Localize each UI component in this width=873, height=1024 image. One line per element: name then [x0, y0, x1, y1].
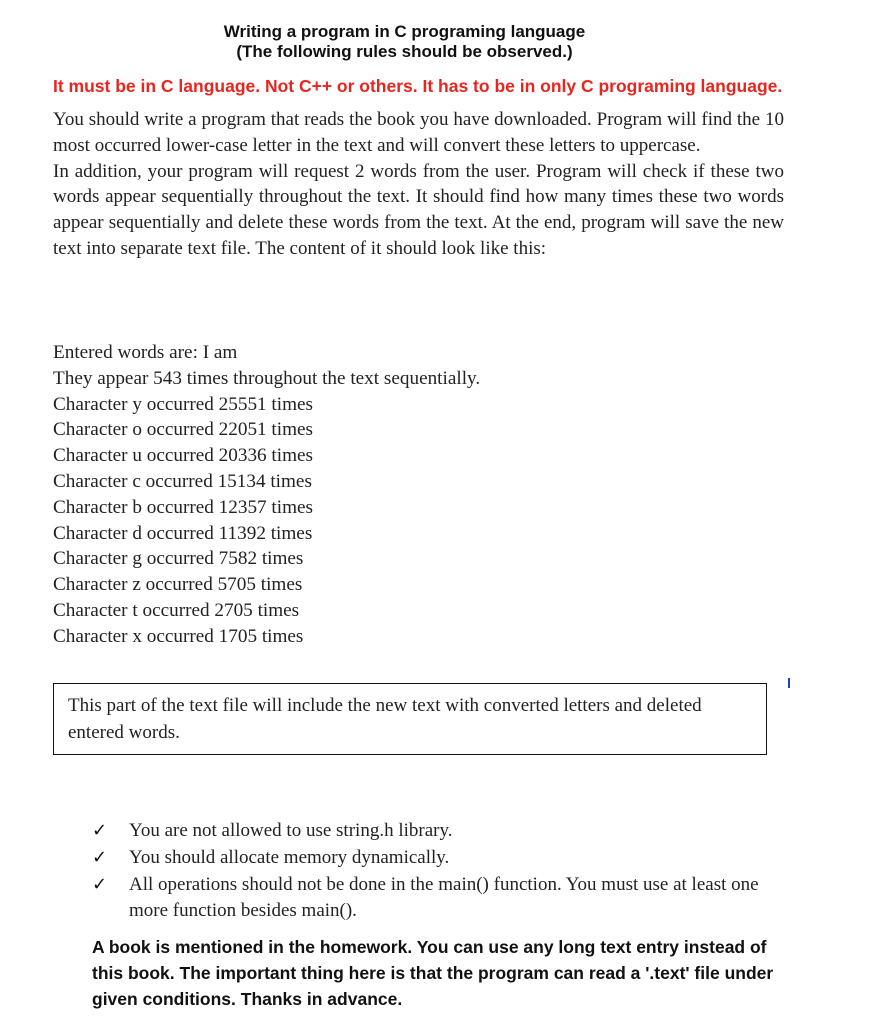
- entered-words-line: Entered words are: I am: [53, 342, 238, 363]
- checkmark-icon: ✓: [92, 847, 108, 868]
- language-warning: It must be in C language. Not C++ or others. It has to be in only C programing language.: [53, 76, 783, 96]
- rule-item: [92, 818, 784, 844]
- char-count-line: Character z occurred 5705 times: [53, 574, 303, 596]
- rule-text: You should allocate memory dynamically.: [129, 847, 450, 868]
- document-title: [0, 22, 841, 62]
- new-text-box-content: This part of the text file will include the new text with converted letters and deleted entered words.: [68, 695, 702, 743]
- new-text-box: [53, 683, 767, 755]
- checkmark-icon: ✓: [92, 820, 108, 841]
- text-cursor: [788, 678, 790, 688]
- char-count-line: Character d occurred 11392 times: [53, 522, 313, 544]
- rules-list: [92, 818, 784, 925]
- char-count-line: Character u occurred 20336 times: [53, 445, 313, 467]
- rule-text: You are not allowed to use string.h library.: [129, 820, 453, 841]
- rule-item: [92, 872, 784, 924]
- sample-output: [53, 340, 480, 650]
- checkmark-icon: ✓: [92, 874, 108, 895]
- description-paragraph-1: You should write a program that reads the book you have downloaded. Program will find the 10 most occurred lower-case letter in the text and will convert these letters to uppercase.: [53, 109, 784, 156]
- rule-item: [92, 845, 784, 871]
- rule-text: All operations should not be done in the main() function. You must use at least one more function besides main().: [129, 874, 759, 921]
- char-count-line: Character c occurred 15134 times: [53, 470, 312, 492]
- title-line-2: (The following rules should be observed.): [236, 42, 573, 61]
- char-count-line: Character t occurred 2705 times: [53, 599, 300, 621]
- closing-note: A book is mentioned in the homework. You can use any long text entry instead of this book. The important thing here is that the program can read a '.text' file under given conditions. Thanks in advance.: [92, 937, 774, 1009]
- description-paragraph-2: In addition, your program will request 2 words from the user. Program will check if these two words appear sequentially throughout the text. It should find how many times these two words appear sequentially and delete these words from the text. At the end, program will save the new text into separate text file. The content of it should look like this:: [53, 160, 784, 259]
- char-count-line: Character b occurred 12357 times: [53, 496, 313, 518]
- char-count-line: Character x occurred 1705 times: [53, 625, 304, 647]
- assignment-description: [53, 107, 784, 262]
- char-count-line: Character y occurred 25551 times: [53, 393, 313, 415]
- appear-count-line: They appear 543 times throughout the text sequentially.: [53, 367, 481, 389]
- char-count-line: Character o occurred 22051 times: [53, 419, 313, 441]
- title-line-1: Writing a program in C programing language: [223, 22, 586, 41]
- char-count-line: Character g occurred 7582 times: [53, 548, 304, 570]
